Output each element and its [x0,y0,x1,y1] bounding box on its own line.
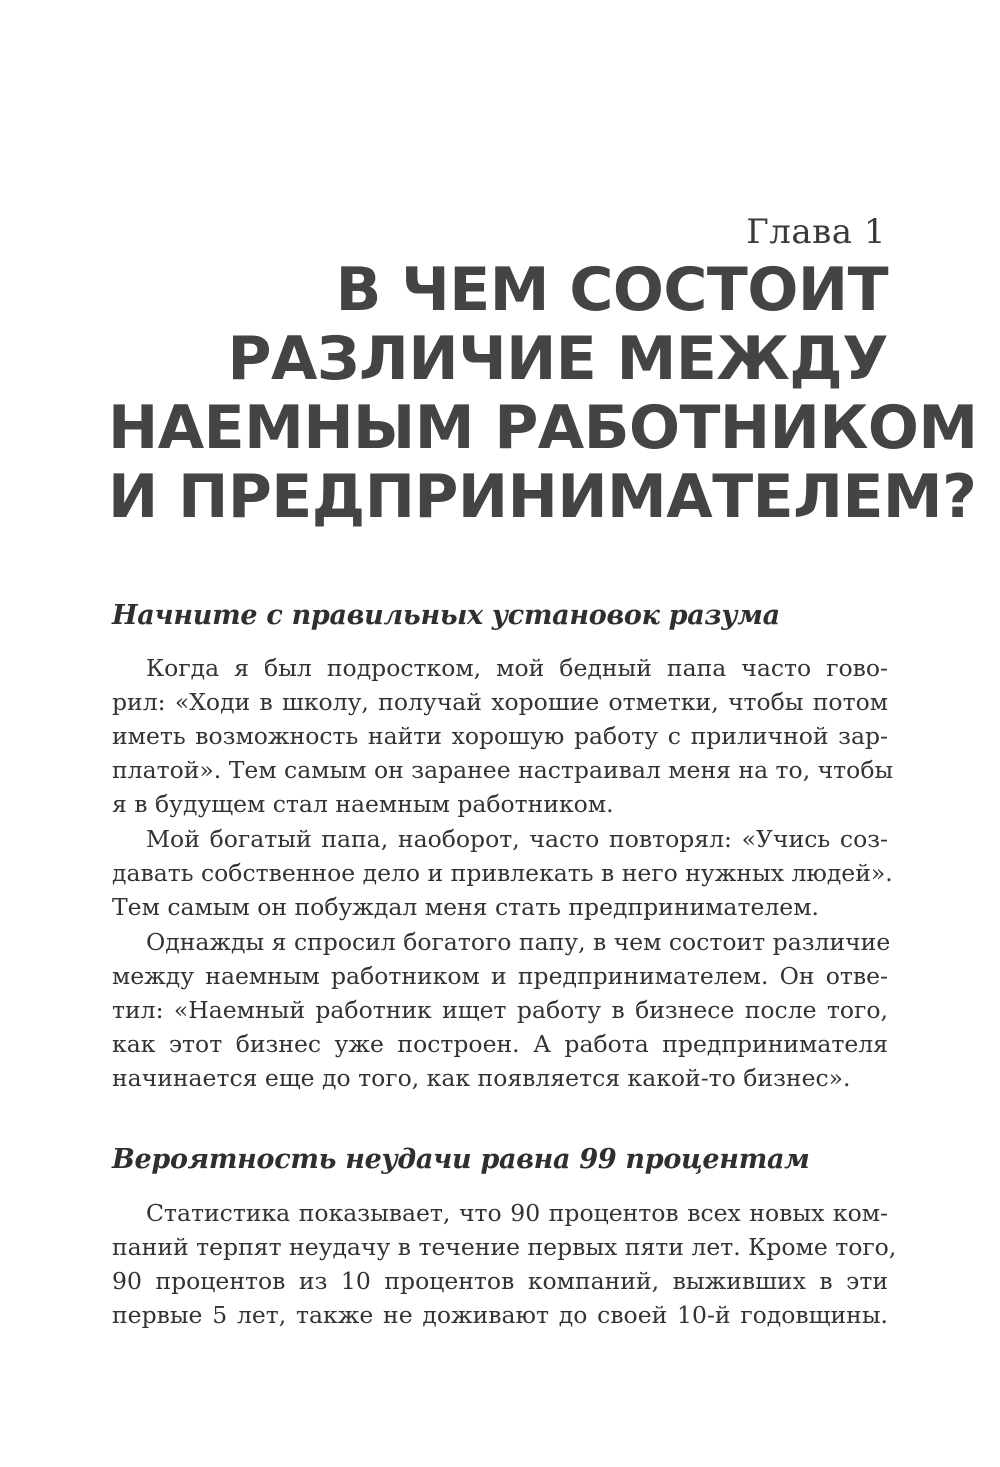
text-line: тил: «Наемный работник ищет работу в бизнесе после того, [112,996,888,1024]
text-line: Статистика показывает, что 90 процентов всех новых ком- [146,1199,888,1227]
chapter-title-line: В ЧЕМ СОСТОИТ [335,255,888,325]
text-line: я в будущем стал наемным работником. [112,790,614,818]
text-line: давать собственное дело и привлекать в него нужных людей». [112,859,893,887]
section-heading-mindset: Начните с правильных установок разума [112,600,780,631]
text-line: Тем самым он побуждал меня стать предпринимателем. [112,893,819,921]
text-line: 90 процентов из 10 процентов компаний, выживших в эти [112,1267,888,1295]
text-line: Однажды я спросил богатого папу, в чем состоит различие [146,928,891,956]
text-line: рил: «Ходи в школу, получай хорошие отметки, чтобы потом [112,688,888,716]
paragraph [112,1196,897,1332]
text-line: платой». Тем самым он заранее настраивал меня на то, чтобы [112,756,894,784]
chapter-label: Глава 1 [746,212,886,252]
text-line: между наемным работником и предпринимателем. Он отве- [112,962,888,990]
paragraph [112,925,891,1095]
chapter-title-line: И ПРЕДПРИНИМАТЕЛЕМ? [108,462,977,532]
paragraph [112,651,894,821]
text-line: как этот бизнес уже построен. А работа предпринимателя [112,1030,888,1058]
chapter-title [108,255,978,532]
chapter-title-line: НАЕМНЫМ РАБОТНИКОМ [108,393,978,463]
text-line: первые 5 лет, также не доживают до своей 10-й годовщины. [112,1301,888,1329]
chapter-title-line: РАЗЛИЧИЕ МЕЖДУ [227,324,888,394]
text-line: иметь возможность найти хорошую работу с приличной зар- [112,722,888,750]
text-line: начинается еще до того, как появляется какой-то бизнес». [112,1064,851,1092]
paragraph [112,822,893,924]
text-line: Мой богатый папа, наоборот, часто повторял: «Учись соз- [146,825,888,853]
text-line: паний терпят неудачу в течение первых пяти лет. Кроме того, [112,1233,897,1261]
text-line: Когда я был подростком, мой бедный папа часто гово- [146,654,888,682]
section-heading-failure-rate: Вероятность неудачи равна 99 процентам [112,1144,810,1175]
